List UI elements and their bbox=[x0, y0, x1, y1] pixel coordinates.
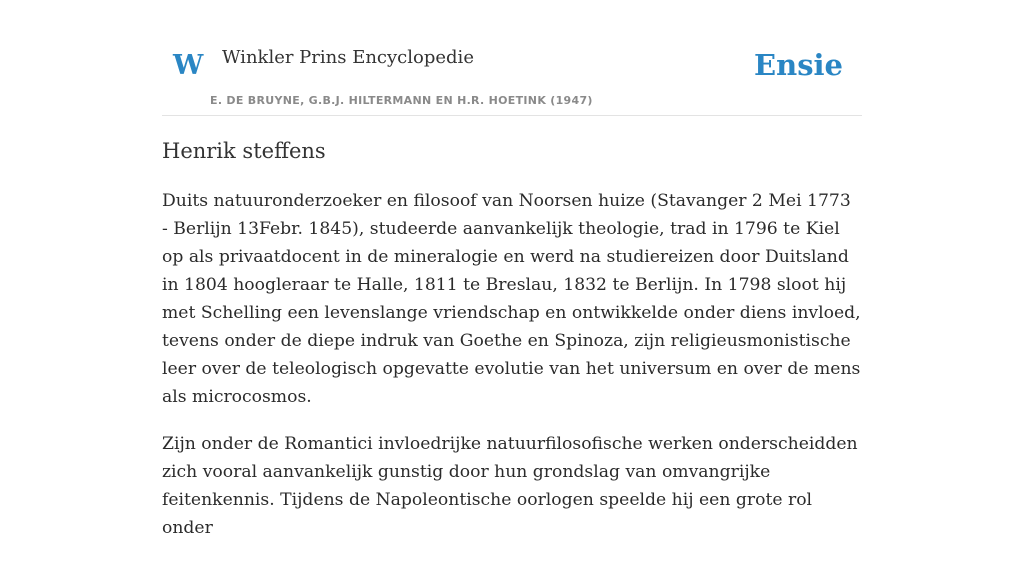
article-paragraph-2: Zijn onder de Romantici invloedrijke natuurfilosofische werken onderscheidden zich vooral aanvankelijk gunstig door hun grondslag van omvangrijke feitenkennis. Tijdens de Napoleontische oorlogen speelde hij een grote rol onder bbox=[162, 434, 858, 539]
ensie-logo[interactable]: Ensie bbox=[754, 48, 843, 82]
site-header bbox=[162, 40, 862, 116]
article bbox=[162, 138, 862, 561]
publication-logo[interactable]: W bbox=[173, 50, 204, 81]
publication-authors: E. DE BRUYNE, G.B.J. HILTERMANN EN H.R. HOETINK (1947) bbox=[210, 94, 593, 107]
publication-title[interactable]: Winkler Prins Encyclopedie bbox=[222, 47, 474, 68]
article-title: Henrik steffens bbox=[162, 139, 326, 163]
article-paragraph-1: Duits natuuronderzoeker en filosoof van Noorsen huize (Stavanger 2 Mei 1773 - Berlijn 13Febr. 1845), studeerde aanvankelijk theologie, trad in 1796 te Kiel op als privaatdocent in de mineralogie en werd na studiereizen door Duitsland in 1804 hoogleraar te Halle, 1811 te Breslau, 1832 te Berlijn. In 1798 sloot hij met Schelling een levenslange vriendschap en ontwikkelde onder diens invloed, tevens onder de diepe indruk van Goethe en Spinoza, zijn religieusmonistische leer over de teleologisch opgevatte evolutie van het universum en over de mens als microcosmos. bbox=[162, 191, 861, 408]
